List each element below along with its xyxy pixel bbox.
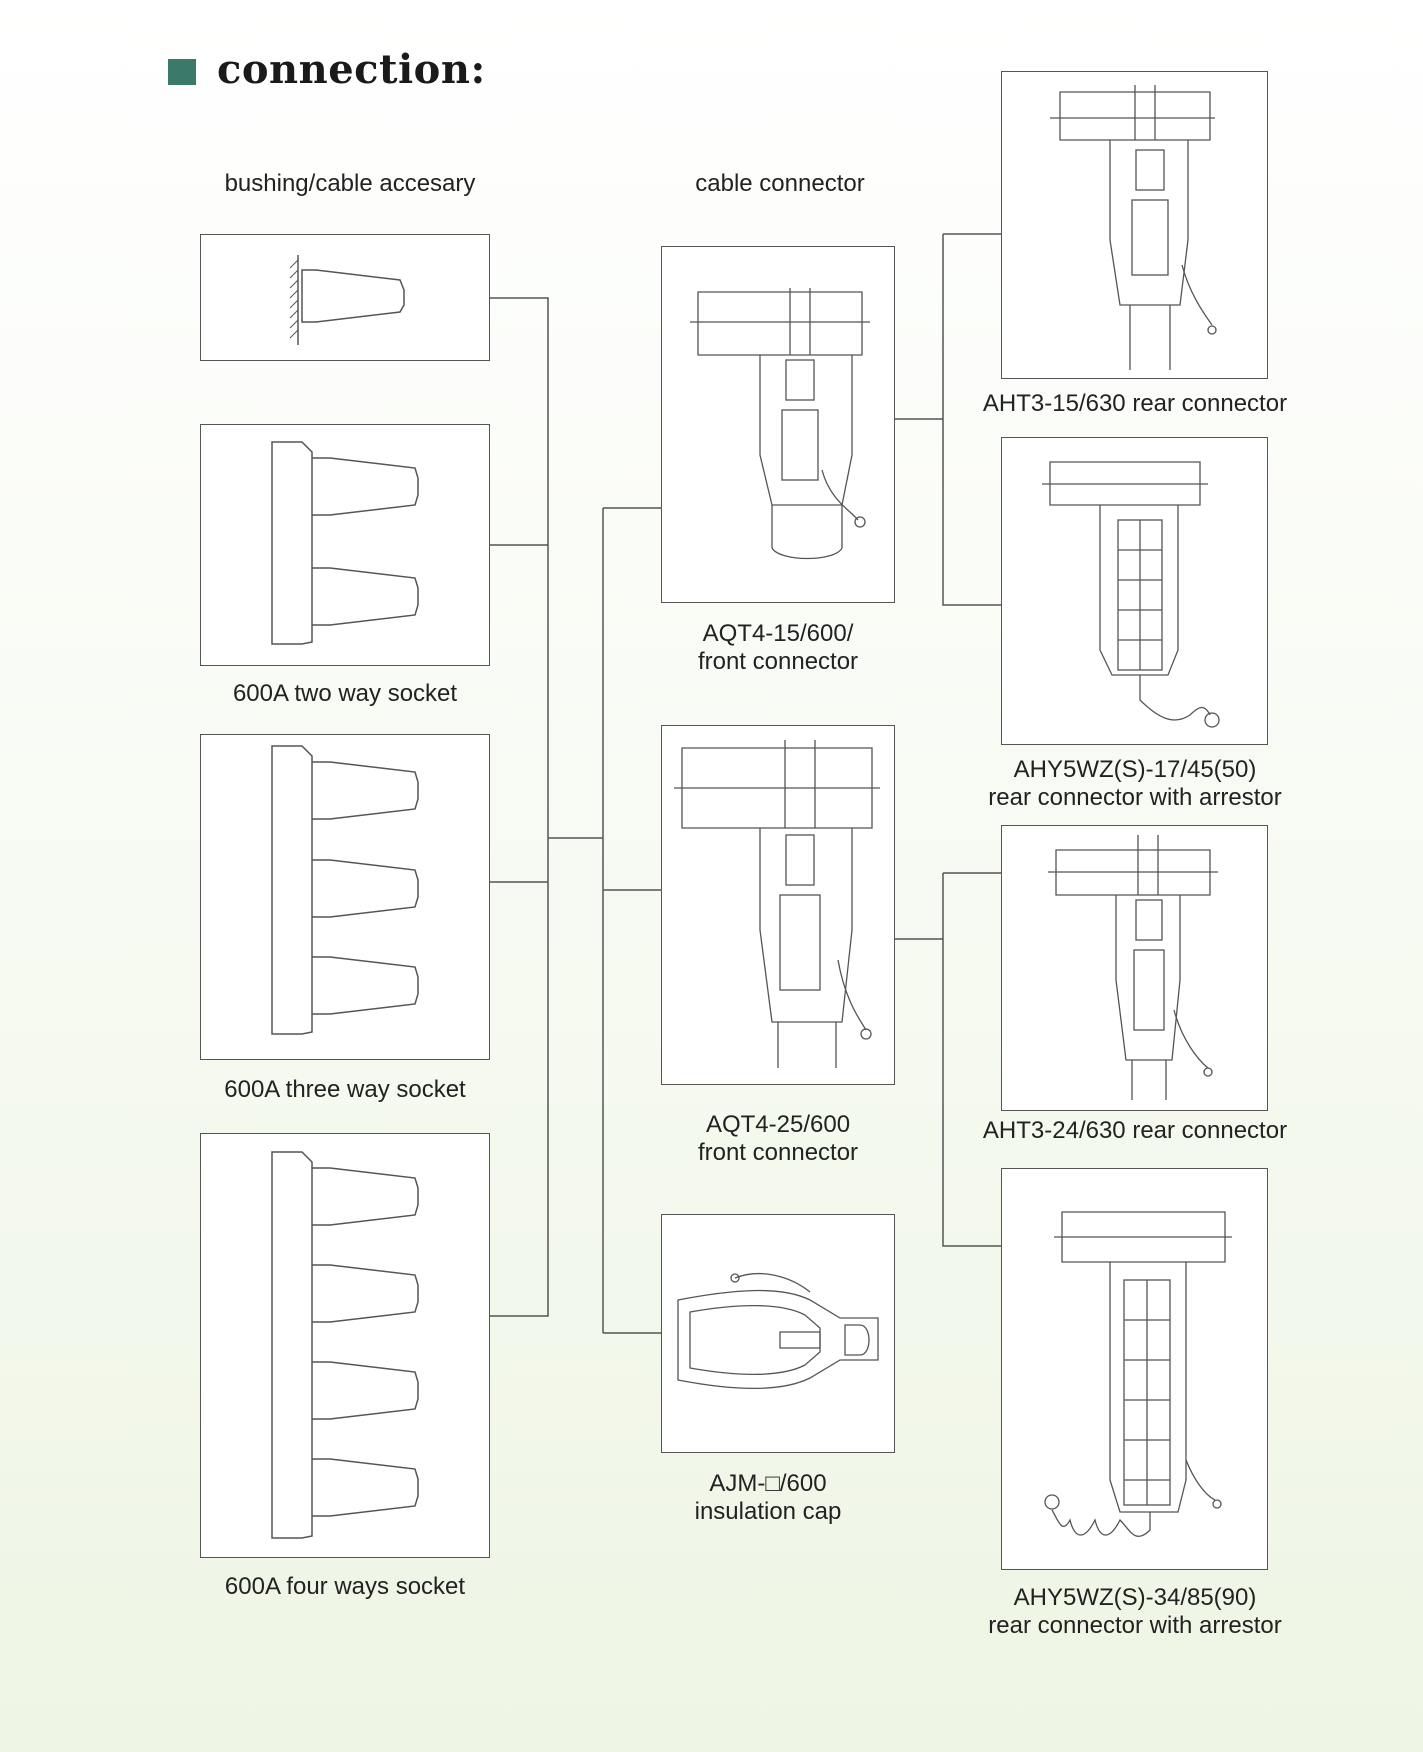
label-aht3-24 <box>960 1117 1310 1145</box>
aht3-15-drawing <box>1050 85 1216 370</box>
label-aqt4-15 <box>648 620 908 676</box>
four-way-socket-drawing <box>272 1152 418 1538</box>
label-ahy5wz-34-line2: rear connector with arrestor <box>988 1612 1282 1639</box>
label-ahy5wz-17-line2: rear connector with arrestor <box>988 784 1282 811</box>
label-ahy5wz-17-line1: AHY5WZ(S)-17/45(50) <box>1013 756 1257 783</box>
two-way-socket-drawing <box>272 442 418 644</box>
ahy5wz-34-drawing <box>1045 1212 1232 1536</box>
ahy5wz-17-drawing <box>1042 462 1219 727</box>
label-four-way-socket: 600A four ways socket <box>224 1573 466 1600</box>
aqt4-15-drawing <box>690 288 870 559</box>
aqt4-25-drawing <box>674 740 880 1068</box>
label-three-way-socket: 600A three way socket <box>224 1076 466 1103</box>
right-bus-bottom <box>943 873 1001 1246</box>
label-insulation-cap <box>638 1470 898 1526</box>
label-aqt4-25-line2: front connector <box>697 1139 859 1166</box>
label-aht3-15 <box>960 390 1310 418</box>
label-aqt4-15-line2: front connector <box>697 648 859 675</box>
left-bus-line <box>490 298 548 1316</box>
label-aht3-24-line1: AHT3-24/630 rear connector <box>982 1117 1288 1144</box>
label-aqt4-25-line1: AQT4-25/600 <box>705 1111 851 1138</box>
insulation-cap-drawing <box>678 1274 878 1389</box>
label-aqt4-25 <box>648 1111 908 1167</box>
label-ahy5wz-34-line1: AHY5WZ(S)-34/85(90) <box>1013 1584 1257 1611</box>
bushing-drawing <box>290 255 404 345</box>
column-header-bushing: bushing/cable accesary <box>224 170 476 197</box>
label-ahy5wz-17 <box>960 756 1310 812</box>
label-insulation-cap-line1: AJM-□/600 <box>709 1470 827 1497</box>
three-way-socket-drawing <box>272 746 418 1034</box>
column-header-cable-connector: cable connector <box>695 170 865 197</box>
label-ahy5wz-34 <box>960 1584 1310 1640</box>
label-aht3-15-line1: AHT3-15/630 rear connector <box>982 390 1288 417</box>
aht3-24-drawing <box>1048 835 1218 1100</box>
right-bus-top <box>943 234 1001 605</box>
label-aqt4-15-line1: AQT4-15/600/ <box>702 620 854 647</box>
label-two-way-socket: 600A two way socket <box>232 680 458 707</box>
label-insulation-cap-line2: insulation cap <box>694 1498 842 1525</box>
page-title: connection: <box>217 46 486 93</box>
